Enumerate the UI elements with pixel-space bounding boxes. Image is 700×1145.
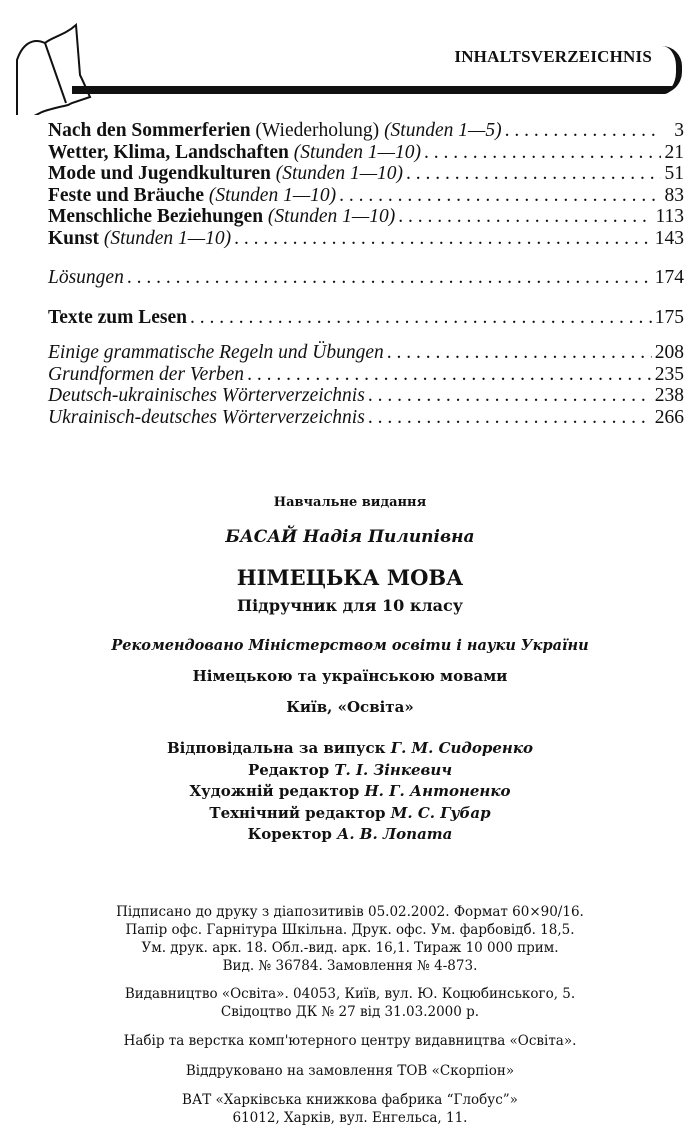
leader-dots bbox=[368, 407, 652, 429]
toc-entry[interactable]: Mode und Jugendkulturen (Stunden 1—10) . . . 51 bbox=[48, 163, 684, 185]
toc-page-number: 208 bbox=[654, 342, 684, 363]
book-subtitle: Підручник для 10 класу bbox=[236, 596, 464, 615]
toc-entry-title: Nach den Sommerferien bbox=[48, 120, 251, 141]
header-rule-curve bbox=[658, 46, 682, 94]
recommendation: Рекомендовано Міністерством освіти і науки України bbox=[111, 637, 589, 654]
printer-line: ВАТ «Харківська книжкова фабрика “Глобус”» bbox=[182, 1092, 518, 1108]
toc-entry-title: Feste und Bräuche bbox=[48, 184, 204, 206]
toc-page-number: 113 bbox=[655, 206, 684, 227]
print-detail-line: Ум. друк. арк. 18. Обл.-вид. арк. 16,1. Тираж 10 000 прим. bbox=[141, 940, 559, 956]
toc-entry-title: Texte zum Lesen bbox=[48, 306, 188, 328]
toc-page-number: 51 bbox=[664, 163, 684, 184]
staff-entry: Художній редактор Н. Г. Антоненко bbox=[189, 782, 511, 800]
toc-entry[interactable]: Wetter, Klima, Landschaften (Stunden 1—10) . . . 21 bbox=[48, 142, 684, 164]
toc-entry[interactable]: Menschliche Beziehungen (Stunden 1—10) . . . 113 bbox=[48, 206, 684, 228]
toc-entry[interactable] bbox=[48, 407, 684, 429]
page-title: INHALTSVERZEICHNIS bbox=[454, 47, 652, 66]
toc-entry-title: Lösungen bbox=[48, 267, 124, 288]
leader-dots bbox=[127, 267, 652, 289]
page-header bbox=[0, 0, 700, 110]
toc-page-number: 174 bbox=[654, 267, 684, 288]
languages: Німецькою та українською мовами bbox=[192, 667, 508, 685]
toc-entry-title: Wetter, Klima, Landschaften bbox=[48, 141, 289, 163]
toc-entry-texte[interactable] bbox=[48, 307, 684, 329]
address-line: Свідоцтво ДК № 27 від 31.03.2000 р. bbox=[220, 1004, 480, 1020]
toc-entry[interactable] bbox=[48, 342, 684, 364]
staff-entry: Відповідальна за випуск Г. М. Сидоренко bbox=[167, 739, 533, 757]
toc-entry-loesungen[interactable] bbox=[48, 267, 684, 289]
leader-dots bbox=[368, 385, 652, 407]
staff-entry: Коректор А. В. Лопата bbox=[247, 825, 453, 843]
toc-entry-title: Deutsch-ukrainisches Wörterverzeichnis bbox=[48, 385, 365, 406]
toc-page-number: 3 bbox=[674, 120, 684, 141]
publisher-address bbox=[0, 985, 700, 1021]
recommendation-block bbox=[0, 637, 700, 654]
leader-dots bbox=[424, 142, 661, 164]
title-block bbox=[0, 565, 700, 590]
toc-entry-title: Menschliche Beziehungen bbox=[48, 206, 264, 227]
staff-entry: Редактор Т. І. Зінкевич bbox=[247, 760, 453, 779]
toc-page-number: 238 bbox=[654, 385, 684, 406]
leader-dots bbox=[190, 307, 652, 329]
leader-dots bbox=[505, 120, 661, 142]
languages-block bbox=[0, 666, 700, 688]
print-detail-line: Папір офс. Гарнітура Шкільна. Друк. офс. Ум. фарбовідб. 18,5. bbox=[125, 922, 575, 938]
toc-page-number: 143 bbox=[654, 227, 684, 249]
author-block bbox=[0, 527, 700, 547]
toc-entry-title: Ukrainisch-deutsches Wörterverzeichnis bbox=[48, 406, 365, 428]
print-detail-line: Підписано до друку з діапозитивів 05.02.2002. Формат 60×90/16. bbox=[116, 904, 584, 920]
toc-page-number: 21 bbox=[664, 141, 684, 163]
table-of-contents bbox=[48, 120, 684, 428]
toc-entry[interactable]: Nach den Sommerferien (Wiederholung) (Stunden 1—5) . . . 3 bbox=[48, 120, 684, 142]
leader-dots bbox=[406, 163, 661, 185]
toc-entry-title: Mode und Jugendkulturen bbox=[48, 163, 271, 184]
toc-entry[interactable] bbox=[48, 364, 684, 386]
staff-entry: Технічний редактор М. С. Губар bbox=[209, 803, 491, 822]
subtitle-block bbox=[0, 596, 700, 615]
print-details bbox=[0, 903, 700, 975]
city-publisher-block bbox=[0, 697, 700, 719]
toc-entry[interactable] bbox=[48, 385, 684, 407]
leader-dots bbox=[387, 342, 652, 364]
leader-dots bbox=[398, 206, 652, 228]
leader-dots bbox=[234, 228, 652, 250]
toc-page-number: 235 bbox=[654, 363, 684, 385]
toc-entry-title: Kunst bbox=[48, 227, 99, 249]
printer-info bbox=[0, 1091, 700, 1127]
leader-dots bbox=[339, 185, 661, 207]
leader-dots bbox=[247, 364, 652, 386]
toc-entry-title: Grundformen der Verben bbox=[48, 363, 245, 385]
print-detail-line: Вид. № 36784. Замовлення № 4-873. bbox=[222, 958, 478, 974]
staff-list bbox=[0, 738, 700, 846]
address-line: Видавництво «Освіта». 04053, Київ, вул. Ю. Коцюбинського, 5. bbox=[124, 986, 576, 1002]
edition-type: Навчальне видання bbox=[273, 495, 427, 510]
toc-entry-title: Einige grammatische Regeln und Übungen bbox=[48, 342, 384, 363]
book-title: НІМЕЦЬКА МОВА bbox=[236, 565, 464, 590]
printer-line: 61012, Харків, вул. Енгельса, 11. bbox=[232, 1110, 468, 1126]
typesetting-note: Набір та верстка комп'ютерного центру видавництва «Освіта». bbox=[123, 1033, 577, 1049]
imprint-heading bbox=[0, 495, 700, 510]
toc-entry[interactable]: Kunst (Stunden 1—10) . . . 143 bbox=[48, 228, 684, 250]
author-name: БАСАЙ Надія Пилипівна bbox=[225, 527, 475, 547]
toc-page-number: 175 bbox=[654, 306, 684, 328]
printed-for-note: Віддруковано на замовлення ТОВ «Скорпіон» bbox=[185, 1063, 515, 1079]
header-rule bbox=[72, 86, 672, 94]
city-publisher: Київ, «Освіта» bbox=[286, 698, 414, 716]
toc-page-number: 83 bbox=[664, 184, 684, 206]
toc-entry[interactable]: Feste und Bräuche (Stunden 1—10) . . . 83 bbox=[48, 185, 684, 207]
open-book-icon bbox=[10, 15, 95, 115]
toc-page-number: 266 bbox=[654, 406, 684, 428]
